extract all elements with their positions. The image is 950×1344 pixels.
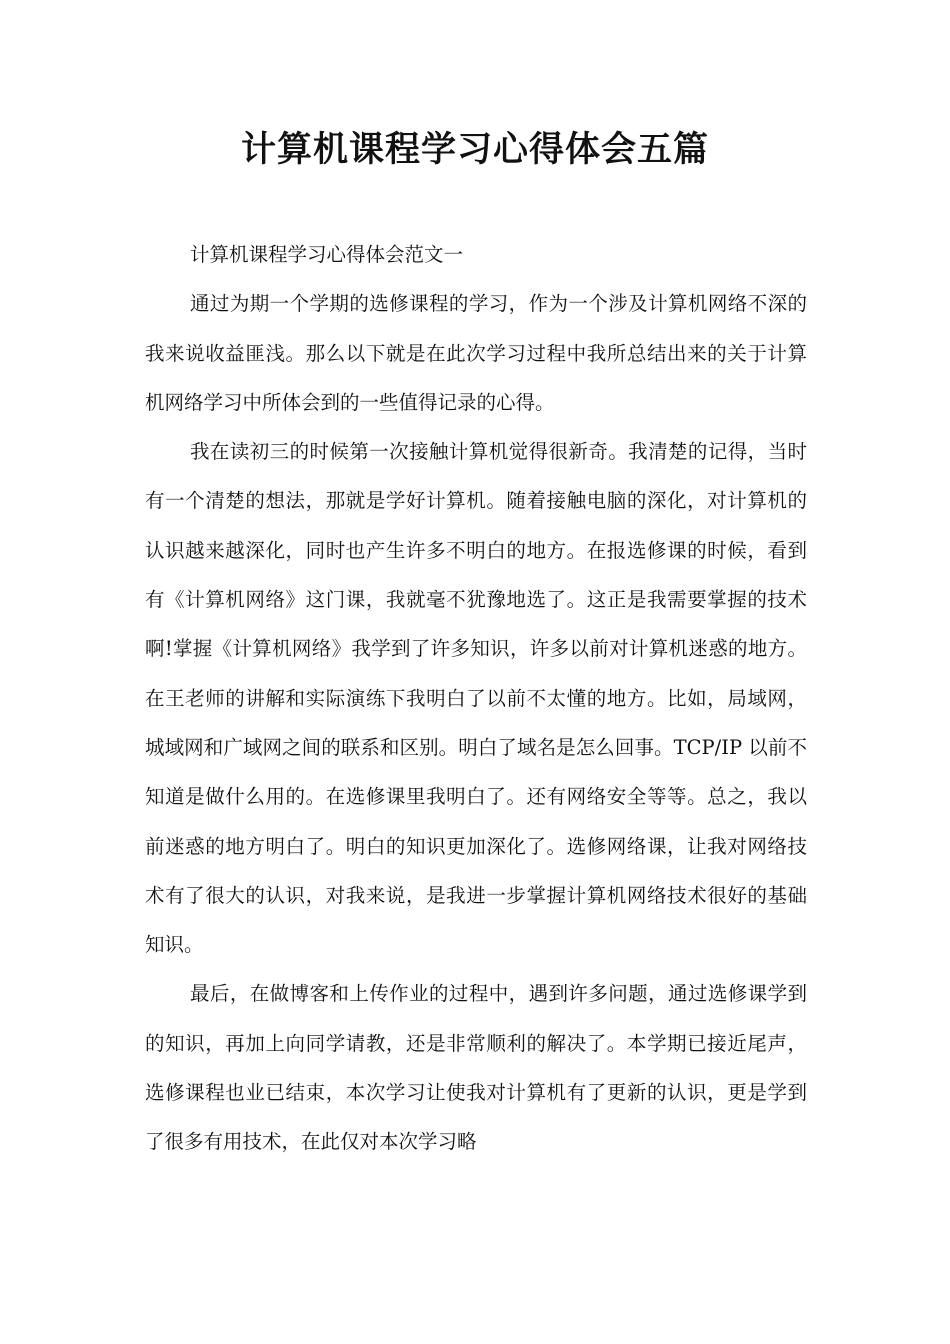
document-body (145, 230, 807, 1167)
paragraph-2: 我在读初三的时候第一次接触计算机觉得很新奇。我清楚的记得，当时有一个清楚的想法，那就是学好计算机。随着接触电脑的深化，对计算机的认识越来越深化，同时也产生许多不明白的地方。在报选修课的时候，看到有《计算机网络》这门课，我就毫不犹豫地选了。这正是我需要掌握的技术啊!掌握《计算机网络》我学到了许多知识，许多以前对计算机迷惑的地方。在王老师的讲解和实际演练下我明白了以前不太懂的地方。比如，局域网，城域网和广域网之间的联系和区别。明白了域名是怎么回事。TCP/IP 以前不知道是做什么用的。在选修课里我明白了。还有网络安全等等。总之，我以前迷惑的地方明白了。明白的知识更加深化了。选修网络课，让我对网络技术有了很大的认识，对我来说，是我进一步掌握计算机网络技术很好的基础知识。 (145, 440, 807, 957)
paragraph-1: 通过为期一个学期的选修课程的学习，作为一个涉及计算机网络不深的我来说收益匪浅。那么以下就是在此次学习过程中我所总结出来的关于计算机网络学习中所体会到的一些值得记录的心得。 (145, 292, 807, 414)
document-title: 计算机课程学习心得体会五篇 (240, 130, 709, 170)
section-heading: 计算机课程学习心得体会范文一 (190, 243, 464, 266)
paragraph-3: 最后，在做博客和上传作业的过程中，遇到许多问题，通过选修课学到的知识，再加上向同学请教，还是非常顺利的解决了。本学期已接近尾声，选修课程也业已结束，本次学习让使我对计算机有了更新的认识，更是学到了很多有用技术，在此仅对本次学习略 (145, 982, 807, 1154)
